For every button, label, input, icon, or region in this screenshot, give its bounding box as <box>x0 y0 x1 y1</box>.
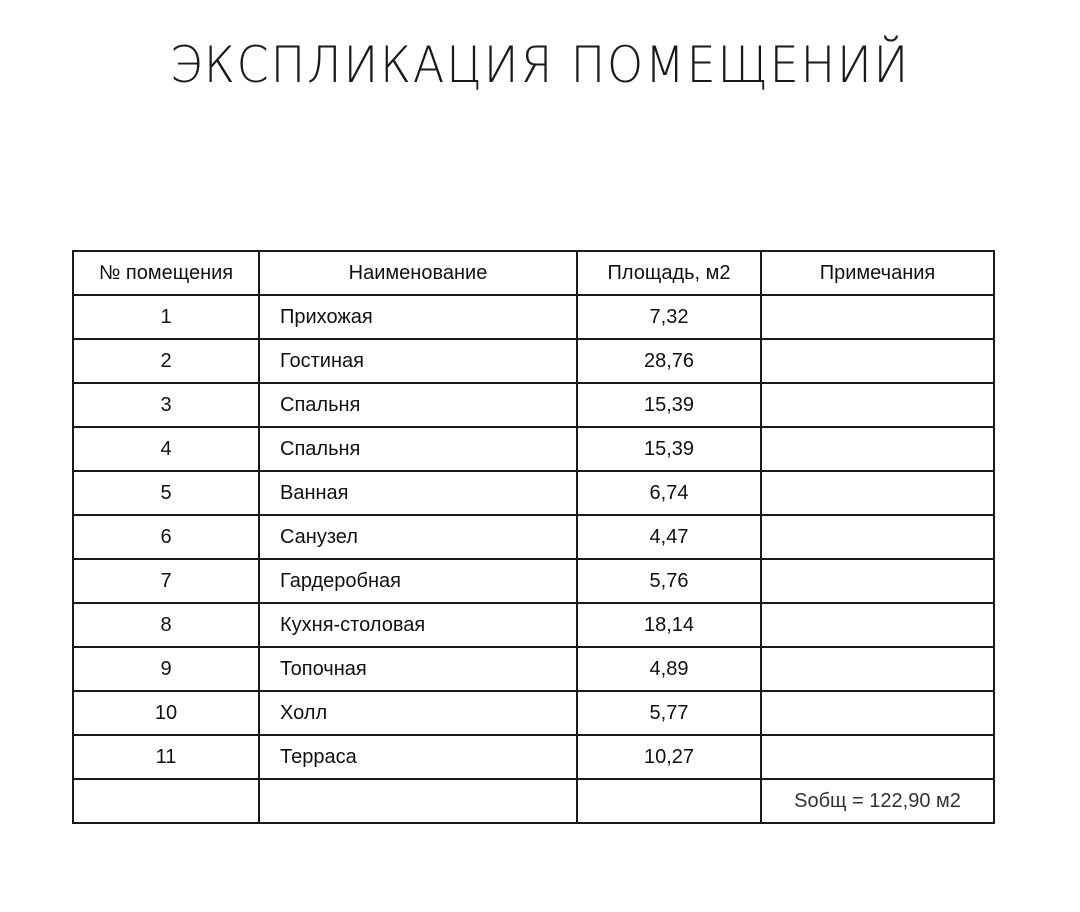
table-row <box>73 647 994 691</box>
room-number: 9 <box>73 647 259 691</box>
room-number: 11 <box>73 735 259 779</box>
room-name: Гардеробная <box>259 559 577 603</box>
room-number: 8 <box>73 603 259 647</box>
room-note <box>761 383 994 427</box>
table-row <box>73 427 994 471</box>
room-note <box>761 647 994 691</box>
header-notes: Примечания <box>761 251 994 295</box>
room-name: Холл <box>259 691 577 735</box>
room-note <box>761 691 994 735</box>
total-area: Sобщ = 122,90 м2 <box>761 779 994 823</box>
room-number: 6 <box>73 515 259 559</box>
room-note <box>761 295 994 339</box>
table-header-row <box>73 251 994 295</box>
room-note <box>761 427 994 471</box>
room-note <box>761 603 994 647</box>
room-name: Спальня <box>259 427 577 471</box>
room-area: 5,77 <box>577 691 761 735</box>
room-number: 2 <box>73 339 259 383</box>
room-name: Ванная <box>259 471 577 515</box>
page-title: ЭКСПЛИКАЦИЯ ПОМЕЩЕНИЙ <box>169 36 911 94</box>
room-number: 3 <box>73 383 259 427</box>
room-number: 1 <box>73 295 259 339</box>
room-note <box>761 471 994 515</box>
room-area: 15,39 <box>577 427 761 471</box>
room-note <box>761 339 994 383</box>
room-name: Санузел <box>259 515 577 559</box>
table-row <box>73 735 994 779</box>
table-row <box>73 515 994 559</box>
room-area: 6,74 <box>577 471 761 515</box>
room-note <box>761 515 994 559</box>
explication-table <box>72 250 995 824</box>
table-row <box>73 603 994 647</box>
room-area: 15,39 <box>577 383 761 427</box>
room-area: 5,76 <box>577 559 761 603</box>
room-area: 10,27 <box>577 735 761 779</box>
table-row <box>73 383 994 427</box>
room-area: 7,32 <box>577 295 761 339</box>
total-row <box>73 779 994 823</box>
header-room-number: № помещения <box>73 251 259 295</box>
table-row <box>73 295 994 339</box>
room-note <box>761 735 994 779</box>
room-name: Прихожая <box>259 295 577 339</box>
room-name: Топочная <box>259 647 577 691</box>
total-empty-cell <box>73 779 259 823</box>
table-row <box>73 559 994 603</box>
room-number: 4 <box>73 427 259 471</box>
total-empty-cell <box>259 779 577 823</box>
room-area: 28,76 <box>577 339 761 383</box>
room-name: Гостиная <box>259 339 577 383</box>
room-area: 4,89 <box>577 647 761 691</box>
header-room-name: Наименование <box>259 251 577 295</box>
room-name: Терраса <box>259 735 577 779</box>
room-area: 4,47 <box>577 515 761 559</box>
room-area: 18,14 <box>577 603 761 647</box>
room-number: 7 <box>73 559 259 603</box>
room-note <box>761 559 994 603</box>
table-row <box>73 471 994 515</box>
header-area: Площадь, м2 <box>577 251 761 295</box>
room-name: Кухня-столовая <box>259 603 577 647</box>
table-row <box>73 339 994 383</box>
table-row <box>73 691 994 735</box>
room-number: 5 <box>73 471 259 515</box>
total-empty-cell <box>577 779 761 823</box>
room-name: Спальня <box>259 383 577 427</box>
room-number: 10 <box>73 691 259 735</box>
